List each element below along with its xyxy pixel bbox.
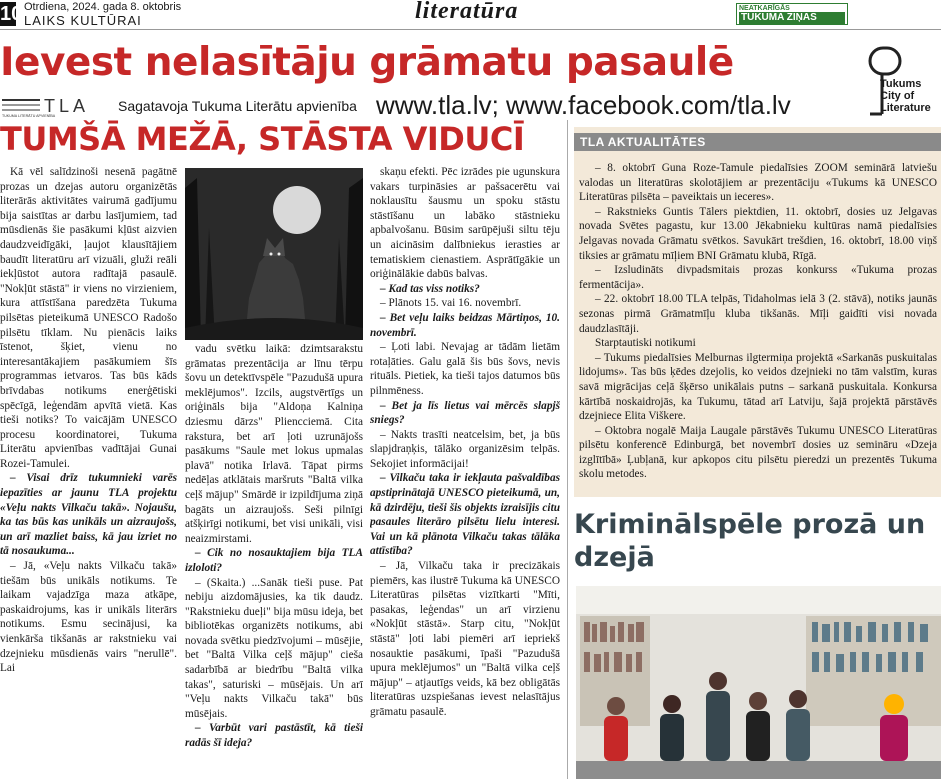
article-title: TUMŠĀ MEŽĀ, STĀSTA VIDUCĪ: [0, 120, 525, 158]
article-paragraph: – Ļoti labi. Nevajag ar tādām lietām rotaļāties. Galu galā šis būs šovs, nevis rituāls. Pietiek, ka tieši tajos datumos būs pilnmēness.: [370, 341, 560, 397]
news-item: – Tukums piedalīsies Melburnas ilgtermiņa projektā «Sarkanās puskuitalas lidojums». Tas būs ķēdes dzejolis, ko veidos dzejnieki no tām valstīm, kuras savā migrācijas ceļā šķērso unikālais putns – sarkanā puskuitala. Konkursa kārtībā noskaidrojās, ka Tukumu, tātad arī Latviju, šajā projektā pārstāvēs dzejniece Elita Viškere.: [579, 351, 937, 423]
news-item: – Rakstnieks Guntis Tālers piektdien, 11. oktobrī, dosies uz Jelgavas novada Svētes pagastu, kur 13.00 Jēkabnieku kultūras namā piedalīsies Jelgavas novada Grāmatu svētkos. Savukārt trešdien, 16. oktobrī, 18.00 viņš tiksies ar grāmatu mīļiem BNI Grāmatu klubā, Rīgā.: [579, 205, 937, 262]
werewolf-illustration: [185, 168, 363, 340]
article-paragraph: – Jā, «Veļu nakts Vilkaču takā» tiešām būs unikāls notikums. Te laikam vajadzīga maza atkāpe, paskaidrojums, kas ir unikāls literārs notikums. Esmu secinājusi, ka vienkārša tikšanās ar rakstnieku vai dzejnieku mūsdienās vairs "nerullē". Lai: [0, 560, 177, 675]
city-line-2: City of: [880, 90, 915, 102]
interview-question: – Vilkaču taka ir iekļauta pašvaldības apstiprinātajā UNESCO pieteikumā, un, kā dzirdēju, tieši šis objekts izraisījis citu pasaules literāro pilsētu lielu interesi. Vai un kā plānota Vilkaču takas tālāka attīstība?: [370, 472, 560, 558]
city-line-1: Tukums: [880, 78, 922, 90]
news-item: – 8. oktobrī Guna Roze-Tamule piedalīsies ZOOM seminārā latviešu valodas un literatūras skolotājiem ar prezentāciju «Tukums kā UNESCO Literatūras pilsēta – paveiktais un ieceres».: [579, 162, 937, 204]
article-paragraph: – (Skaita.) ...Sanāk tieši puse. Pat nebiju aizdomājusies, ka tik daudz. "Rakstnieku dueļi" bija mūsu ideja, bet bibliotēkas organizēts notikums, abi novada svētku piedzīvojumi – mūsējie, bet "Baltā Vilka ceļš mājup" cieša sadarbībā ar biedrību "Baltā vilka takas", saturiski – mūsējais. Un arī "Veļu nakts Vilkaču takā" būs mūsējais.: [185, 576, 363, 720]
city-line-3: Literature: [880, 102, 931, 114]
article-column-2: [185, 342, 363, 779]
tla-logo: [0, 96, 110, 118]
aktualitates-heading: TLA AKTUALITĀTES: [574, 133, 941, 151]
tagline: Sagatavoja Tukuma Literātu apvienība: [118, 98, 357, 114]
interview-question: – Bet ja līs lietus vai mērcēs slapjš sniegs?: [370, 399, 560, 427]
city-of-literature-text: [880, 78, 931, 114]
news-item: – 22. oktobrī 18.00 TLA telpās, Tidaholmas ielā 3 (2. stāvā), notiks jaunās sezonas pirmā Grāmatmīļu kluba tikšanās. Mīļi gaidīti visi novada daudzlasītāji.: [579, 293, 937, 335]
rubric-title: literatūra: [415, 0, 519, 24]
news-item: Starptautiski notikumi: [595, 337, 696, 350]
web-links[interactable]: www.tla.lv; www.facebook.com/tla.lv: [376, 90, 791, 120]
page-headline: Ievest nelasītāju grāmatu pasaulē: [0, 40, 734, 85]
interview-question: – Cik no nosauktajiem bija TLA izloloti?: [185, 547, 363, 574]
article-paragraph: – Jā, Vilkaču taka ir precizākais piemērs, kas ilustrē Tukuma kā UNESCO Literatūras pilsētas vizītkarti "Mīti, pasakas, leģendas" un arī virzienu «Nokļūt stāstā». Starp citu, "Nokļūt stāstā" ļoti labi piemēri arī iepriekš nosauktie pasākumi, īpaši "Pazudušā upura meklējumos" un "Baltā vilka ceļš mājup" – atjautīgs veids, kā bez obligātās literatūras uzspiešanas ievest nelasītājus grāmatu pasaulē.: [370, 560, 560, 718]
article-paragraph: vadu svētku laikā: dzimtsarakstu grāmatas prezentācija ar līnu tērpu šovu un detektīvspēle "Pazudušā upura meklējumos". Izcils, augstvērtīgs un oriģināls bija "Aldoņa Kalniņa dziesmu dārzs" Pliencciemā. Cita rakstura, bet arī ļoti uzrunājošs pasākums "Saule met lokus upmalas plavā" notika Irlavā. Tāpat pirms nedēļas atklātais maršruts "Baltā vilka ceļš mājup" Smārdē ir izpildījuma ziņā bagāts un aizraujošs. Seši pilnīgi atšķirīgi notikumi, bet visi unikāli, visi neaizmirstami.: [185, 343, 363, 545]
page-number: 10: [0, 3, 23, 25]
masthead-logo: [736, 3, 848, 25]
article-column-3: [370, 165, 560, 779]
top-bar: [0, 0, 941, 30]
aktualitates-body: [579, 161, 937, 482]
interview-question: – Varbūt vari pastāstīt, kā tieši radās šī ideja?: [185, 722, 363, 750]
article-column-1: [0, 165, 177, 779]
masthead-main: TUKUMA ZIŅAS: [739, 12, 845, 24]
tla-logo-sub: TUKUMA LITERĀTU APVIENĪBA: [2, 114, 56, 118]
article-paragraph: Kā vēl salīdzinoši nesenā pagātnē prozas un dzejas autoru organizētās literārās aktivitātes vairumā gadījumu bija saistītas ar darbu lasījumiem, tad mūsdienās šie pasākumi kļūst aizvien daudzveidīgāki, ļaujot klausītājiem baudīt literatūru arī vizuāli, gluži reāli iekļūstot autora radītajā pasaulē. "Nokļūt stāstā" ir viens no virzieniem, kura attīstīšana paredzēta Tukuma pilsētas pieteikumā UNESCO Radošo pilsētu tīklam. Nu pienācis laiks īstenot, šķiet, vienu no interesantākajiem pasākumiem šīs programmas ietvaros. Tas būs kāds brīvdabas notikums enerģētiski spēcīgā, leģendām apvītā vietā. Kas tieši notiks? To vaicājām UNESCO procesu koordinatorei, Tukuma Literātu apvienības vadītājai Gunai Rozei-Tamulei.: [0, 166, 177, 470]
interview-question: – Kad tas viss notiks?: [380, 282, 480, 295]
interview-question: – Visai drīz tukumnieki varēs iepazīties ar jaunu TLA projektu «Veļu nakts Vilkaču takā». Nojaušu, ka tas būs kas unikāls un aizraujošs, un arī mazliet baiss, kā jau izriet no tā nosaukuma...: [0, 472, 177, 558]
aktualitates-box: [574, 127, 941, 497]
kriminalspele-title: Kriminālspēle prozā un dzejā: [574, 509, 926, 573]
article-paragraph: skaņu efekti. Pēc izrādes pie ugunskura vakars turpināsies ar pašsacerētu vai noklausītu šausmu un spoku stāstu stāstīšanu un labāko stāstnieku apbalvošanu. Būsim sarūpējuši siltu tēju un aicināsim dalībniekus ierasties ar tematiskiem cienastiem. Asprātīgākie un oriģinālākie dabūs balvas.: [370, 166, 560, 281]
section-label: LAIKS KULTŪRAI: [24, 13, 142, 28]
column-rule: [567, 120, 568, 779]
tla-logo-text: TLA: [44, 96, 90, 116]
issue-date: Otrdiena, 2024. gada 8. oktobris: [24, 1, 182, 13]
event-photo: [576, 586, 941, 779]
interview-question: – Bet veļu laiks beidzas Mārtiņos, 10. novembrī.: [370, 311, 560, 339]
news-item: – Oktobra nogalē Maija Laugale pārstāvēs Tukumu UNESCO Literatūras pilsētu konferencē Edinburgā, bet novembrī dosies uz semināru «Dzeja izglītībā» Ļubļanā, kur apkopos citu pilsētu pieredzi un prezentēs Tukuma skolu metodes.: [579, 424, 937, 481]
masthead-top: NEATKARĪGĀS: [739, 5, 790, 12]
article-paragraph: – Nakts trasīti neatcelsim, bet, ja būs slapjdraņķis, tālāko organizēsim telpās. Sekojiet informācijai!: [370, 428, 560, 470]
article-paragraph: – Plānots 15. vai 16. novembrī.: [380, 297, 522, 310]
news-item: – Izsludināts divpadsmitais prozas konkurss «Tukuma prozas fermentācija».: [579, 264, 937, 291]
